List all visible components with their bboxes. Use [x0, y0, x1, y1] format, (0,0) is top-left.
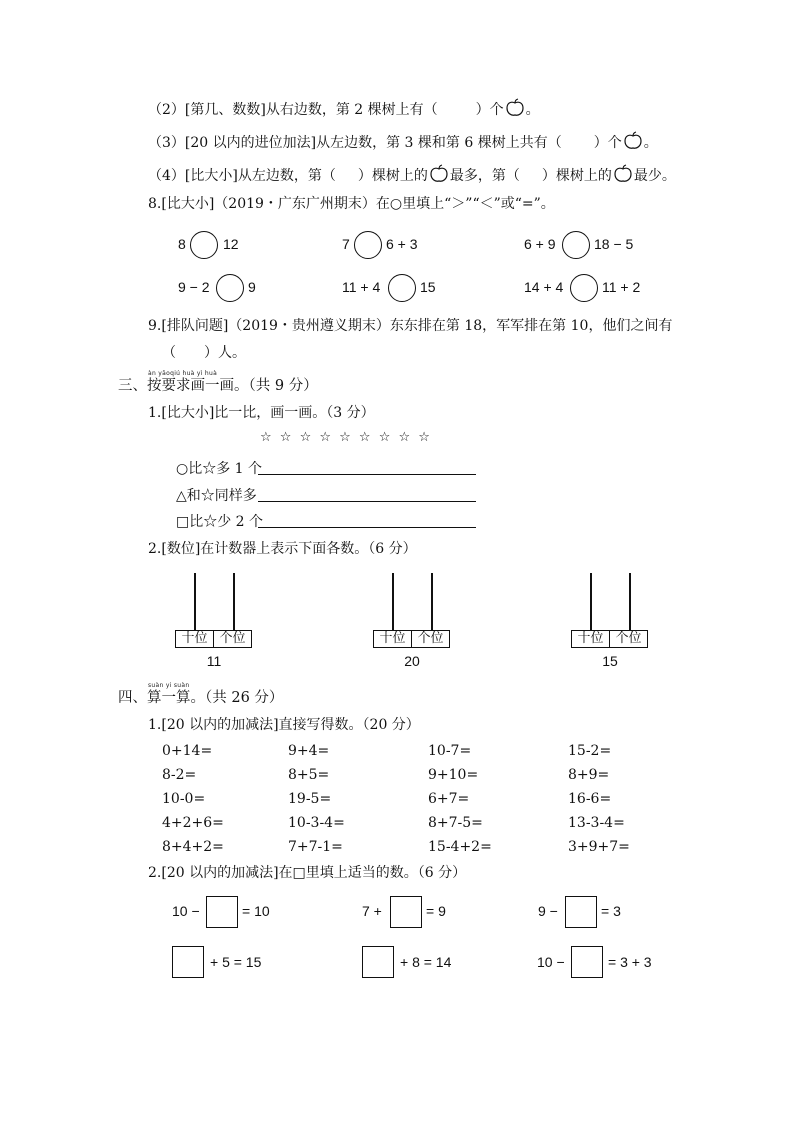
abacus-rod-ones: [431, 573, 433, 631]
fill-2-post: = 9: [426, 903, 446, 919]
arith-item: 10-3-4=: [288, 815, 345, 831]
counter-number: 20: [404, 653, 420, 669]
q8-compare-circle[interactable]: [388, 274, 416, 302]
q7-sub2: （2）[第几、数数]从右边数，第 2 棵树上有（ ）个 。: [148, 98, 540, 119]
arith-item: 15-4+2=: [428, 839, 492, 855]
q8-item-1-left: 8: [178, 236, 186, 252]
q8-item-6-left: 14 + 4: [524, 279, 564, 295]
fill-5-post: + 8 = 14: [400, 954, 452, 970]
arith-item: 7+7-1=: [288, 839, 343, 855]
section4-title: 四、算一算。（共 26 分）: [118, 690, 284, 706]
fill-3-pre: 9 −: [538, 903, 558, 919]
q8-item-2-right: 6 + 3: [386, 236, 418, 252]
q8-item-3-right: 18 − 5: [594, 236, 634, 252]
arith-item: 8-2=: [162, 767, 197, 783]
section3-pinyin: àn yāoqiú huà yì huà: [148, 370, 218, 377]
abacus-rod-tens: [392, 573, 394, 631]
ones-label: 个位: [411, 630, 450, 648]
answer-box[interactable]: [565, 896, 597, 928]
answer-box[interactable]: [172, 946, 204, 978]
q8-item-5-left: 11 + 4: [342, 279, 381, 295]
arith-item: 8+4+2=: [162, 839, 224, 855]
ones-label: 个位: [213, 630, 252, 648]
tens-label: 十位: [175, 630, 214, 648]
q8-title: 8.[比大小]（2019・广东广州期末）在○里填上“＞”“＜”或“=”。: [148, 196, 555, 212]
ones-label: 个位: [609, 630, 648, 648]
q8-item-6-right: 11 + 2: [602, 279, 641, 295]
draw-line-label-1: ○比☆多 1 个: [176, 461, 263, 477]
q8-item-4-left: 9 − 2: [178, 279, 210, 295]
apple-icon: [623, 131, 643, 151]
draw-answer-line[interactable]: [258, 527, 476, 528]
arith-item: 10-0=: [162, 791, 206, 807]
arith-item: 3+9+7=: [568, 839, 630, 855]
abacus-rod-ones: [233, 573, 235, 631]
q8-compare-circle[interactable]: [216, 274, 244, 302]
arith-item: 19-5=: [288, 791, 332, 807]
fill-2-pre: 7 +: [362, 903, 382, 919]
star-row: ☆ ☆ ☆ ☆ ☆ ☆ ☆ ☆ ☆: [260, 430, 432, 445]
s4-q1-title: 1.[20 以内的加减法]直接写得数。（20 分）: [148, 717, 420, 733]
apple-icon: [613, 164, 633, 184]
q8-item-2-left: 7: [342, 236, 350, 252]
draw-line-label-3: □比☆少 2 个: [176, 514, 264, 530]
counter-number: 15: [602, 653, 618, 669]
abacus-rod-tens: [194, 573, 196, 631]
q8-compare-circle[interactable]: [354, 231, 382, 259]
arith-item: 16-6=: [568, 791, 612, 807]
s3-q2-title: 2.[数位]在计数器上表示下面各数。（6 分）: [148, 541, 417, 557]
q8-item-3-left: 6 + 9: [524, 236, 556, 252]
q9-line-2: （ ）人。: [162, 345, 246, 361]
abacus-rod-ones: [629, 573, 631, 631]
arith-item: 0+14=: [162, 743, 213, 759]
draw-answer-line[interactable]: [258, 501, 476, 502]
arith-item: 9+4=: [288, 743, 330, 759]
q7-sub4: （4）[比大小]从左边数，第（ ）棵树上的 最多，第（ ）棵树上的 最少。: [148, 164, 676, 185]
section3-title: 三、按要求画一画。（共 9 分）: [118, 378, 318, 394]
fill-4-post: + 5 = 15: [210, 954, 262, 970]
arith-item: 6+7=: [428, 791, 470, 807]
q8-item-1-right: 12: [223, 236, 239, 252]
apple-icon: [429, 164, 449, 184]
counter-number: 11: [206, 653, 222, 669]
tens-label: 十位: [373, 630, 412, 648]
arith-item: 8+7-5=: [428, 815, 483, 831]
q8-item-5-right: 15: [420, 279, 436, 295]
fill-1-pre: 10 −: [172, 903, 200, 919]
tens-label: 十位: [571, 630, 610, 648]
apple-icon: [505, 98, 525, 118]
answer-box[interactable]: [571, 946, 603, 978]
arith-item: 9+10=: [428, 767, 479, 783]
arith-item: 15-2=: [568, 743, 612, 759]
section4-pinyin: suàn yi suàn: [148, 682, 190, 689]
arith-item: 4+2+6=: [162, 815, 224, 831]
s3-q1-title: 1.[比大小]比一比，画一画。（3 分）: [148, 405, 375, 421]
answer-box[interactable]: [390, 896, 422, 928]
fill-6-post: = 3 + 3: [608, 954, 652, 970]
draw-line-label-2: △和☆同样多: [176, 488, 257, 504]
q8-compare-circle[interactable]: [570, 274, 598, 302]
fill-1-post: = 10: [242, 903, 270, 919]
q7-sub3: （3）[20 以内的进位加法]从左边数，第 3 棵和第 6 棵树上共有（ ）个 。: [148, 131, 658, 152]
arith-item: 10-7=: [428, 743, 472, 759]
answer-box[interactable]: [362, 946, 394, 978]
q8-compare-circle[interactable]: [562, 231, 590, 259]
arith-item: 8+9=: [568, 767, 610, 783]
abacus-rod-tens: [590, 573, 592, 631]
s4-q2-title: 2.[20 以内的加减法]在□里填上适当的数。（6 分）: [148, 865, 467, 881]
q8-item-4-right: 9: [248, 279, 256, 295]
fill-6-pre: 10 −: [537, 954, 565, 970]
fill-3-post: = 3: [601, 903, 621, 919]
arith-item: 8+5=: [288, 767, 330, 783]
q8-compare-circle[interactable]: [190, 231, 218, 259]
q9-line-1: 9.[排队问题]（2019・贵州遵义期末）东东排在第 18，军军排在第 10，他们之间有: [148, 318, 673, 334]
draw-answer-line[interactable]: [258, 474, 476, 475]
answer-box[interactable]: [206, 896, 238, 928]
arith-item: 13-3-4=: [568, 815, 625, 831]
